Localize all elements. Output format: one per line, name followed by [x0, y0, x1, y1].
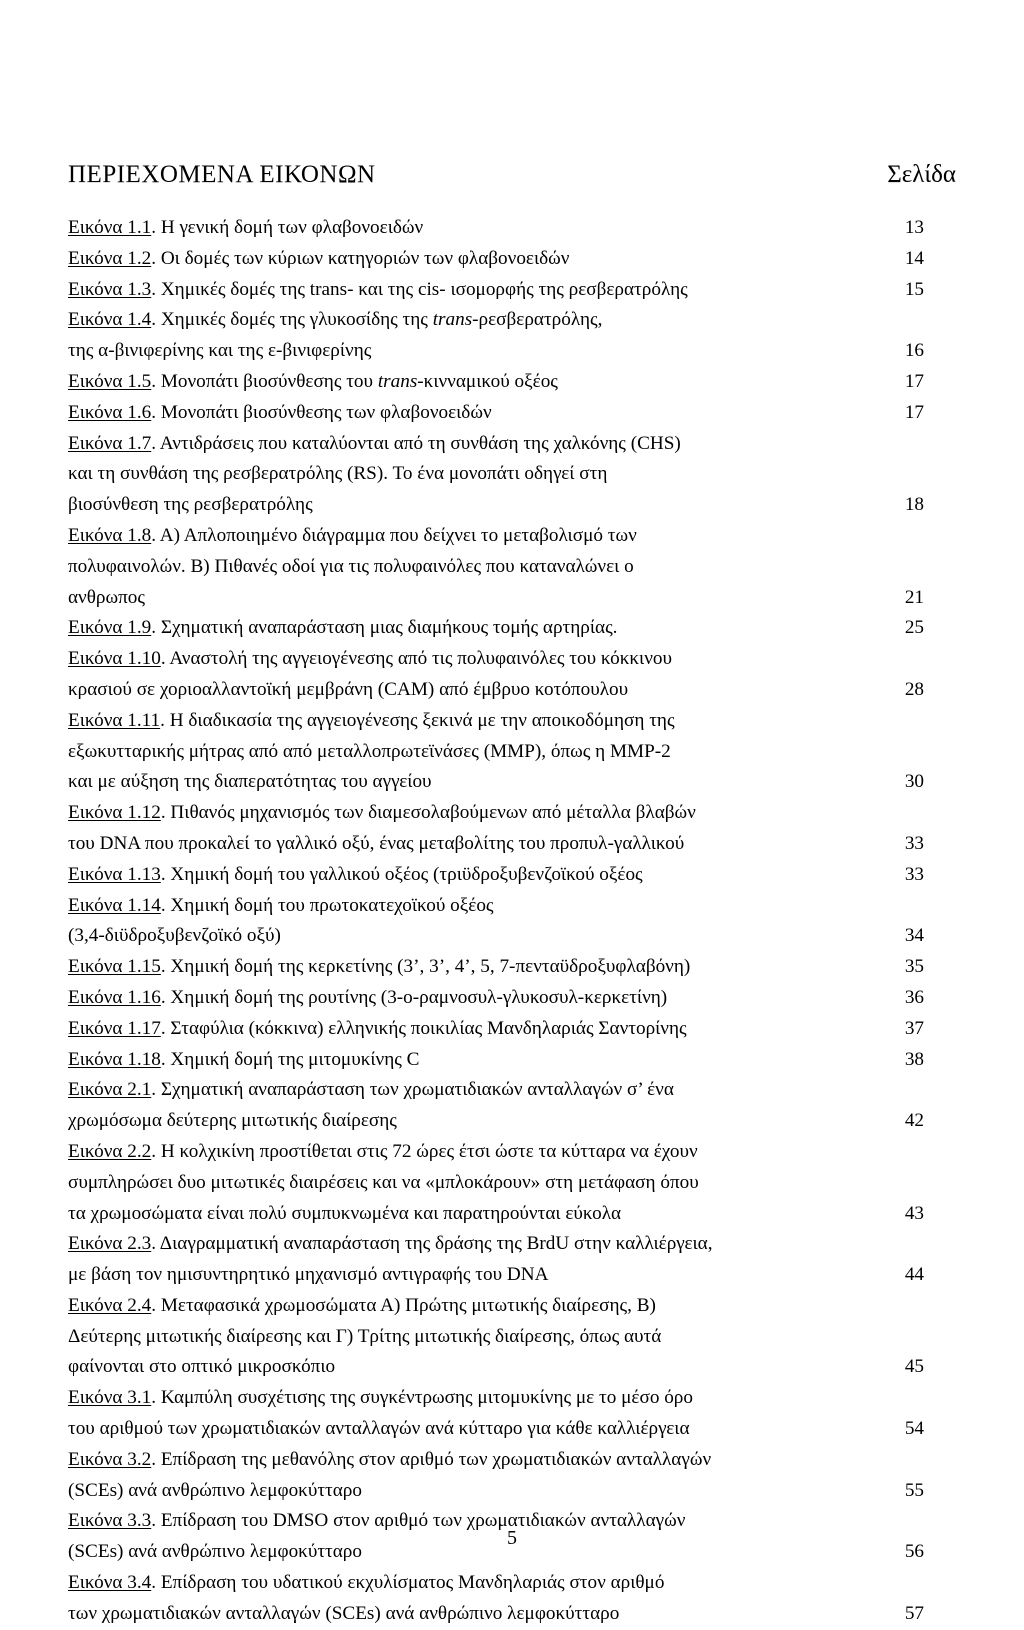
figure-caption-text: Χημικές δομές της trans- και της cis- ισομορφής της ρεσβερατρόλης — [160, 278, 688, 300]
page-reference: 45 — [904, 1356, 924, 1378]
page-title: ΠΕΡΙΕΧΟΜΕΝΑ ΕΙΚΟΝΩΝ — [68, 161, 376, 188]
figure-caption-text: κρασιού σε χοριοαλλαντοϊκή μεμβράνη (CAM) από έμβρυο κοτόπουλου — [68, 678, 629, 700]
toc-entry-line — [68, 459, 956, 490]
page-reference: 34 — [904, 925, 924, 947]
toc-entry-line: Εικόνα 3.1. Καμπύλη συσχέτισης της συγκέντρωσης μιτομυκίνης με το μέσο όρο — [68, 1387, 693, 1409]
figure-label-link[interactable]: Εικόνα 2.2 — [68, 1140, 152, 1162]
toc-entry-line: Εικόνα 1.15. Χημική δομή της κερκετίνης (3’, 3’, 4’, 5, 7-πενταϋδροξυφλαβόνη) 35 — [68, 952, 956, 983]
toc-entry — [68, 706, 956, 798]
toc-header — [68, 161, 956, 201]
figure-caption-text: Αντιδράσεις που καταλύονται από τη συνθάση της χαλκόνης (CHS) — [159, 432, 681, 454]
figure-caption-text: της α-βινιφερίνης και της ε-βινιφερίνης — [68, 340, 372, 362]
figure-caption-text: Επίδραση του υδατικού εκχυλίσματος Μανδηλαριάς στον αριθμό — [160, 1572, 665, 1594]
figure-label-link[interactable]: Εικόνα 1.13 — [68, 863, 161, 885]
toc-entry — [68, 1229, 956, 1291]
toc-entry-line: Εικόνα 1.16. Χημική δομή της ρουτίνης (3-ο-ραμνοσυλ-γλυκοσυλ-κερκετίνη) 36 — [68, 983, 956, 1014]
toc-entry — [68, 521, 956, 613]
toc-entry-line — [68, 1599, 956, 1630]
figure-caption-text: Πιθανός μηχανισμός των διαμεσολαβούμενων από μέταλλα βλαβών — [170, 802, 696, 824]
toc-entry-line: Εικόνα 2.2. Η κολχικίνη προστίθεται στις 72 ώρες έτσι ώστε τα κύτταρα να έχουν — [68, 1140, 698, 1162]
figure-caption-text: Σχηματική αναπαράσταση των χρωματιδιακών ανταλλαγών σ’ ένα — [160, 1079, 674, 1101]
toc-entry — [68, 1445, 956, 1507]
figure-label-link[interactable]: Εικόνα 1.18 — [68, 1048, 161, 1070]
toc-entry — [68, 891, 956, 953]
figure-caption-text: χρωμόσωμα δεύτερης μιτωτικής διαίρεσης — [68, 1110, 397, 1132]
toc-entry — [68, 1014, 956, 1045]
toc-entry-line — [68, 675, 956, 706]
figure-caption-text: Σταφύλια (κόκκινα) ελληνικής ποικιλίας Μανδηλαριάς Σαντορίνης — [170, 1017, 687, 1039]
figure-caption-text: Αναστολή της αγγειογένεσης από τις πολυφαινόλες του κόκκινου — [169, 648, 672, 670]
figure-caption-text: -κινναμικού οξέος — [417, 370, 558, 392]
page-reference: 16 — [904, 340, 924, 362]
figure-caption-text: βιοσύνθεση της ρεσβερατρόλης — [68, 494, 313, 516]
toc-entry-line — [68, 1168, 956, 1199]
toc-entry-line: Εικόνα 1.14. Χημική δομή του πρωτοκατεχοϊκού οξέος — [68, 894, 494, 916]
figure-list — [68, 213, 956, 1630]
page-reference: 36 — [904, 986, 924, 1008]
page-reference: 43 — [904, 1202, 924, 1224]
toc-entry-line: Εικόνα 1.2. Οι δομές των κύριων κατηγοριών των φλαβονοειδών 14 — [68, 244, 956, 275]
figure-label-link[interactable]: Εικόνα 1.10 — [68, 648, 161, 670]
toc-entry — [68, 952, 956, 983]
page-reference: 44 — [904, 1264, 924, 1286]
toc-entry-line: Εικόνα 1.17. Σταφύλια (κόκκινα) ελληνικής ποικιλίας Μανδηλαριάς Σαντορίνης 37 — [68, 1014, 956, 1045]
toc-entry-line — [68, 1199, 956, 1230]
figure-label-link[interactable]: Εικόνα 1.14 — [68, 894, 161, 916]
figure-caption-text: συμπληρώσει δυο μιτωτικές διαιρέσεις και να «μπλοκάρουν» στη μετάφαση όπου — [68, 1171, 699, 1193]
toc-entry-line: Εικόνα 3.4. Επίδραση του υδατικού εκχυλίσματος Μανδηλαριάς στον αριθμό — [68, 1572, 665, 1594]
toc-entry — [68, 305, 956, 367]
toc-entry — [68, 398, 956, 429]
toc-entry — [68, 367, 956, 398]
figure-caption-text: Διαγραμματική αναπαράσταση της δράσης της BrdU στην καλλιέργεια, — [159, 1233, 713, 1255]
toc-entry-line — [68, 1476, 956, 1507]
toc-entry — [68, 1137, 956, 1229]
toc-entry-line: Εικόνα 1.18. Χημική δομή της μιτομυκίνης C 38 — [68, 1045, 956, 1076]
figure-caption-text: Η γενική δομή των φλαβονοειδών — [160, 217, 424, 238]
figure-caption-text: (3,4-διϋδροξυβενζοϊκό οξύ) — [68, 925, 281, 947]
figure-caption-text: Μεταφασικά χρωμοσώματα Α) Πρώτης μιτωτικής διαίρεσης, Β) — [160, 1294, 656, 1316]
toc-entry-line: Εικόνα 3.2. Επίδραση της μεθανόλης στον αριθμό των χρωματιδιακών ανταλλαγών — [68, 1448, 712, 1470]
figure-label-link[interactable]: Εικόνα 3.4 — [68, 1572, 152, 1594]
figure-label-link[interactable]: Εικόνα 3.3 — [68, 1510, 152, 1532]
toc-entry — [68, 1291, 956, 1383]
toc-entry — [68, 1383, 956, 1445]
figure-caption-text: Χημική δομή του γαλλικού οξέος (τριϋδροξυβενζοϊκού οξέος — [170, 863, 643, 885]
figure-caption-text: Οι δομές των κύριων κατηγοριών των φλαβονοειδών — [160, 247, 570, 269]
toc-entry-line: Εικόνα 1.7. Αντιδράσεις που καταλύονται από τη συνθάση της χαλκόνης (CHS) — [68, 432, 681, 454]
figure-caption-text: Επίδραση της μεθανόλης στον αριθμό των χρωματιδιακών ανταλλαγών — [160, 1448, 712, 1470]
figure-label-link[interactable]: Εικόνα 1.8 — [68, 524, 152, 546]
page-reference: 30 — [904, 771, 924, 793]
figure-caption-text: τα χρωμοσώματα είναι πολύ συμπυκνωμένα και παρατηρούνται εύκολα — [68, 1202, 622, 1224]
toc-entry-line: Εικόνα 1.4. Χημικές δομές της γλυκοσίδης της trans-ρεσβερατρόλης, — [68, 309, 603, 331]
toc-entry-line: Εικόνα 2.3. Διαγραμματική αναπαράσταση της δράσης της BrdU στην καλλιέργεια, — [68, 1233, 713, 1255]
toc-entry-line — [68, 490, 956, 521]
toc-entry-line — [68, 1414, 956, 1445]
page-reference: 14 — [904, 247, 924, 269]
figure-caption-text: Η κολχικίνη προστίθεται στις 72 ώρες έτσι ώστε τα κύτταρα να έχουν — [160, 1140, 698, 1162]
figure-caption-text: Χημικές δομές της γλυκοσίδης της — [160, 309, 433, 331]
figure-caption-text: Χημική δομή της μιτομυκίνης C — [170, 1048, 420, 1070]
figure-caption-text: Μονοπάτι βιοσύνθεσης του — [160, 370, 378, 392]
figure-caption-text: (SCEs) ανά ανθρώπινο λεμφοκύτταρο — [68, 1541, 362, 1563]
page-reference: 35 — [904, 956, 924, 978]
figure-caption-text: Δεύτερης μιτωτικής διαίρεσης και Γ) Τρίτης μιτωτικής διαίρεσης, όπως αυτά — [68, 1325, 662, 1347]
figure-label-link[interactable]: Εικόνα 1.9 — [68, 617, 152, 639]
page-reference: 21 — [904, 586, 924, 608]
figure-label-link[interactable]: Εικόνα 1.2 — [68, 247, 152, 269]
page-reference: 33 — [904, 863, 924, 885]
figure-caption-text: Καμπύλη συσχέτισης της συγκέντρωσης μιτομυκίνης με το μέσο όρο — [160, 1387, 693, 1409]
figure-caption-text: Μονοπάτι βιοσύνθεσης των φλαβονοειδών — [160, 401, 492, 423]
toc-entry — [68, 213, 956, 244]
figure-label-link[interactable]: Εικόνα 2.1 — [68, 1079, 152, 1101]
figure-caption-text: Η διαδικασία της αγγειογένεσης ξεκινά με την αποικοδόμηση της — [169, 709, 675, 731]
figure-caption-text: και με αύξηση της διαπερατότητας του αγγείου — [68, 771, 432, 793]
figure-caption-text: φαίνονται στο οπτικό μικροσκόπιο — [68, 1356, 336, 1378]
toc-entry — [68, 429, 956, 521]
toc-entry-line — [68, 737, 956, 768]
toc-entry — [68, 983, 956, 1014]
toc-entry-line: Εικόνα 1.5. Μονοπάτι βιοσύνθεσης του trans-κινναμικού οξέος 17 — [68, 367, 956, 398]
figure-label-link[interactable]: Εικόνα 1.1 — [68, 217, 152, 238]
page-reference: 54 — [904, 1418, 924, 1440]
toc-entry — [68, 1075, 956, 1137]
figure-caption-text: με βάση τον ημισυντηρητικό μηχανισμό αντιγραφής του DNA — [68, 1264, 549, 1286]
toc-entry-line — [68, 583, 956, 614]
toc-entry-line: Εικόνα 2.4. Μεταφασικά χρωμοσώματα Α) Πρώτης μιτωτικής διαίρεσης, Β) — [68, 1294, 656, 1316]
toc-entry-line: Εικόνα 1.1. Η γενική δομή των φλαβονοειδών 13 — [68, 213, 956, 244]
figure-caption-text: Χημική δομή της ρουτίνης (3-ο-ραμνοσυλ-γλυκοσυλ-κερκετίνη) — [170, 986, 668, 1008]
toc-entry — [68, 275, 956, 306]
figure-label-link[interactable]: Εικόνα 2.4 — [68, 1294, 152, 1316]
figure-caption-text: (SCEs) ανά ανθρώπινο λεμφοκύτταρο — [68, 1479, 362, 1501]
figure-caption-text: Σχηματική αναπαράσταση μιας διαμήκους τομής αρτηρίας. — [160, 617, 618, 639]
page-reference: 28 — [904, 678, 924, 700]
figure-label-link[interactable]: Εικόνα 1.7 — [68, 432, 152, 454]
toc-entry-line: Εικόνα 1.3. Χημικές δομές της trans- και της cis- ισομορφής της ρεσβερατρόλης 15 — [68, 275, 956, 306]
toc-entry-line: Εικόνα 3.3. Επίδραση του DMSO στον αριθμό των χρωματιδιακών ανταλλαγών — [68, 1510, 686, 1532]
figure-caption-text: του αριθμού των χρωματιδιακών ανταλλαγών ανά κύτταρο για κάθε καλλιέργεια — [68, 1418, 690, 1440]
figure-label-link[interactable]: Εικόνα 1.3 — [68, 278, 152, 300]
toc-entry — [68, 798, 956, 860]
figure-label-link[interactable]: Εικόνα 1.6 — [68, 401, 152, 423]
toc-entry-line — [68, 767, 956, 798]
toc-entry-line: Εικόνα 1.6. Μονοπάτι βιοσύνθεσης των φλαβονοειδών 17 — [68, 398, 956, 429]
figure-caption-text: των χρωματιδιακών ανταλλαγών (SCEs) ανά ανθρώπινο λεμφοκύτταρο — [68, 1602, 620, 1624]
toc-entry-line: Εικόνα 1.13. Χημική δομή του γαλλικού οξέος (τριϋδροξυβενζοϊκού οξέος 33 — [68, 860, 956, 891]
toc-entry — [68, 860, 956, 891]
page-reference: 15 — [904, 278, 924, 300]
figure-caption-text: Α) Απλοποιημένο διάγραμμα που δείχνει το μεταβολισμό των — [159, 524, 637, 546]
toc-entry-line: Εικόνα 1.12. Πιθανός μηχανισμός των διαμεσολαβούμενων από μέταλλα βλαβών — [68, 802, 696, 824]
page-reference: 17 — [904, 370, 924, 392]
figure-label-link[interactable]: Εικόνα 1.5 — [68, 370, 152, 392]
page-reference: 56 — [904, 1541, 924, 1563]
page-reference: 18 — [904, 494, 924, 516]
figure-caption-text: Επίδραση του DMSO στον αριθμό των χρωματιδιακών ανταλλαγών — [160, 1510, 686, 1532]
toc-entry-line: Εικόνα 1.11. Η διαδικασία της αγγειογένεσης ξεκινά με την αποικοδόμηση της — [68, 709, 675, 731]
page-column-heading: Σελίδα — [887, 161, 956, 188]
figure-label-link[interactable]: Εικόνα 2.3 — [68, 1233, 152, 1255]
toc-entry-line — [68, 1352, 956, 1383]
italic-term: trans — [377, 370, 418, 392]
page-reference: 17 — [904, 401, 924, 423]
toc-entry — [68, 613, 956, 644]
page-reference: 38 — [904, 1048, 924, 1070]
toc-entry-line — [68, 1260, 956, 1291]
figure-label-link[interactable]: Εικόνα 1.12 — [68, 802, 161, 824]
toc-entry-line — [68, 336, 956, 367]
figure-caption-text: πολυφαινολών. Β) Πιθανές οδοί για τις πολυφαινόλες που καταναλώνει ο — [68, 555, 634, 577]
figure-caption-text: ανθρωπος — [68, 586, 146, 608]
figure-caption-text: Χημική δομή του πρωτοκατεχοϊκού οξέος — [170, 894, 494, 916]
page-reference: 37 — [904, 1017, 924, 1039]
page-reference: 55 — [904, 1479, 924, 1501]
page-reference: 33 — [904, 832, 924, 854]
figure-caption-text: εξωκυτταρικής μήτρας από από μεταλλοπρωτεϊνάσες (MMP), όπως η MMP-2 — [68, 740, 671, 762]
toc-entry-line: Εικόνα 1.10. Αναστολή της αγγειογένεσης από τις πολυφαινόλες του κόκκινου — [68, 648, 672, 670]
figure-caption-text: Χημική δομή της κερκετίνης (3’, 3’, 4’, 5, 7-πενταϋδροξυφλαβόνη) — [170, 956, 691, 978]
italic-term: trans — [432, 309, 473, 331]
page-number: 5 — [507, 1527, 517, 1549]
toc-entry-line — [68, 829, 956, 860]
toc-entry — [68, 244, 956, 275]
page-reference: 13 — [904, 217, 924, 238]
toc-entry-line — [68, 552, 956, 583]
figure-label-link[interactable]: Εικόνα 1.11 — [68, 709, 161, 731]
toc-entry-line — [68, 1322, 956, 1353]
toc-entry-line: Εικόνα 2.1. Σχηματική αναπαράσταση των χρωματιδιακών ανταλλαγών σ’ ένα — [68, 1079, 674, 1101]
page-reference: 42 — [904, 1110, 924, 1132]
figure-label-link[interactable]: Εικόνα 1.17 — [68, 1017, 161, 1039]
toc-entry — [68, 1045, 956, 1076]
figure-caption-text: και τη συνθάση της ρεσβερατρόλης (RS). Το ένα μονοπάτι οδηγεί στη — [68, 463, 608, 485]
toc-entry-line — [68, 921, 956, 952]
toc-entry — [68, 644, 956, 706]
toc-entry-line — [68, 1106, 956, 1137]
figure-caption-text: -ρεσβερατρόλης, — [472, 309, 603, 331]
toc-entry-line: Εικόνα 1.8. Α) Απλοποιημένο διάγραμμα που δείχνει το μεταβολισμό των — [68, 524, 637, 546]
page-reference: 25 — [904, 617, 924, 639]
page-reference: 57 — [904, 1602, 924, 1624]
figure-label-link[interactable]: Εικόνα 1.4 — [68, 309, 152, 331]
figure-label-link[interactable]: Εικόνα 3.1 — [68, 1387, 152, 1409]
figure-label-link[interactable]: Εικόνα 3.2 — [68, 1448, 152, 1470]
figure-label-link[interactable]: Εικόνα 1.16 — [68, 986, 161, 1008]
toc-entry-line: Εικόνα 1.9. Σχηματική αναπαράσταση μιας διαμήκους τομής αρτηρίας. 25 — [68, 613, 956, 644]
figure-label-link[interactable]: Εικόνα 1.15 — [68, 956, 161, 978]
figure-caption-text: του DNA που προκαλεί το γαλλικό οξύ, ένας μεταβολίτης του προπυλ-γαλλικού — [68, 832, 685, 854]
